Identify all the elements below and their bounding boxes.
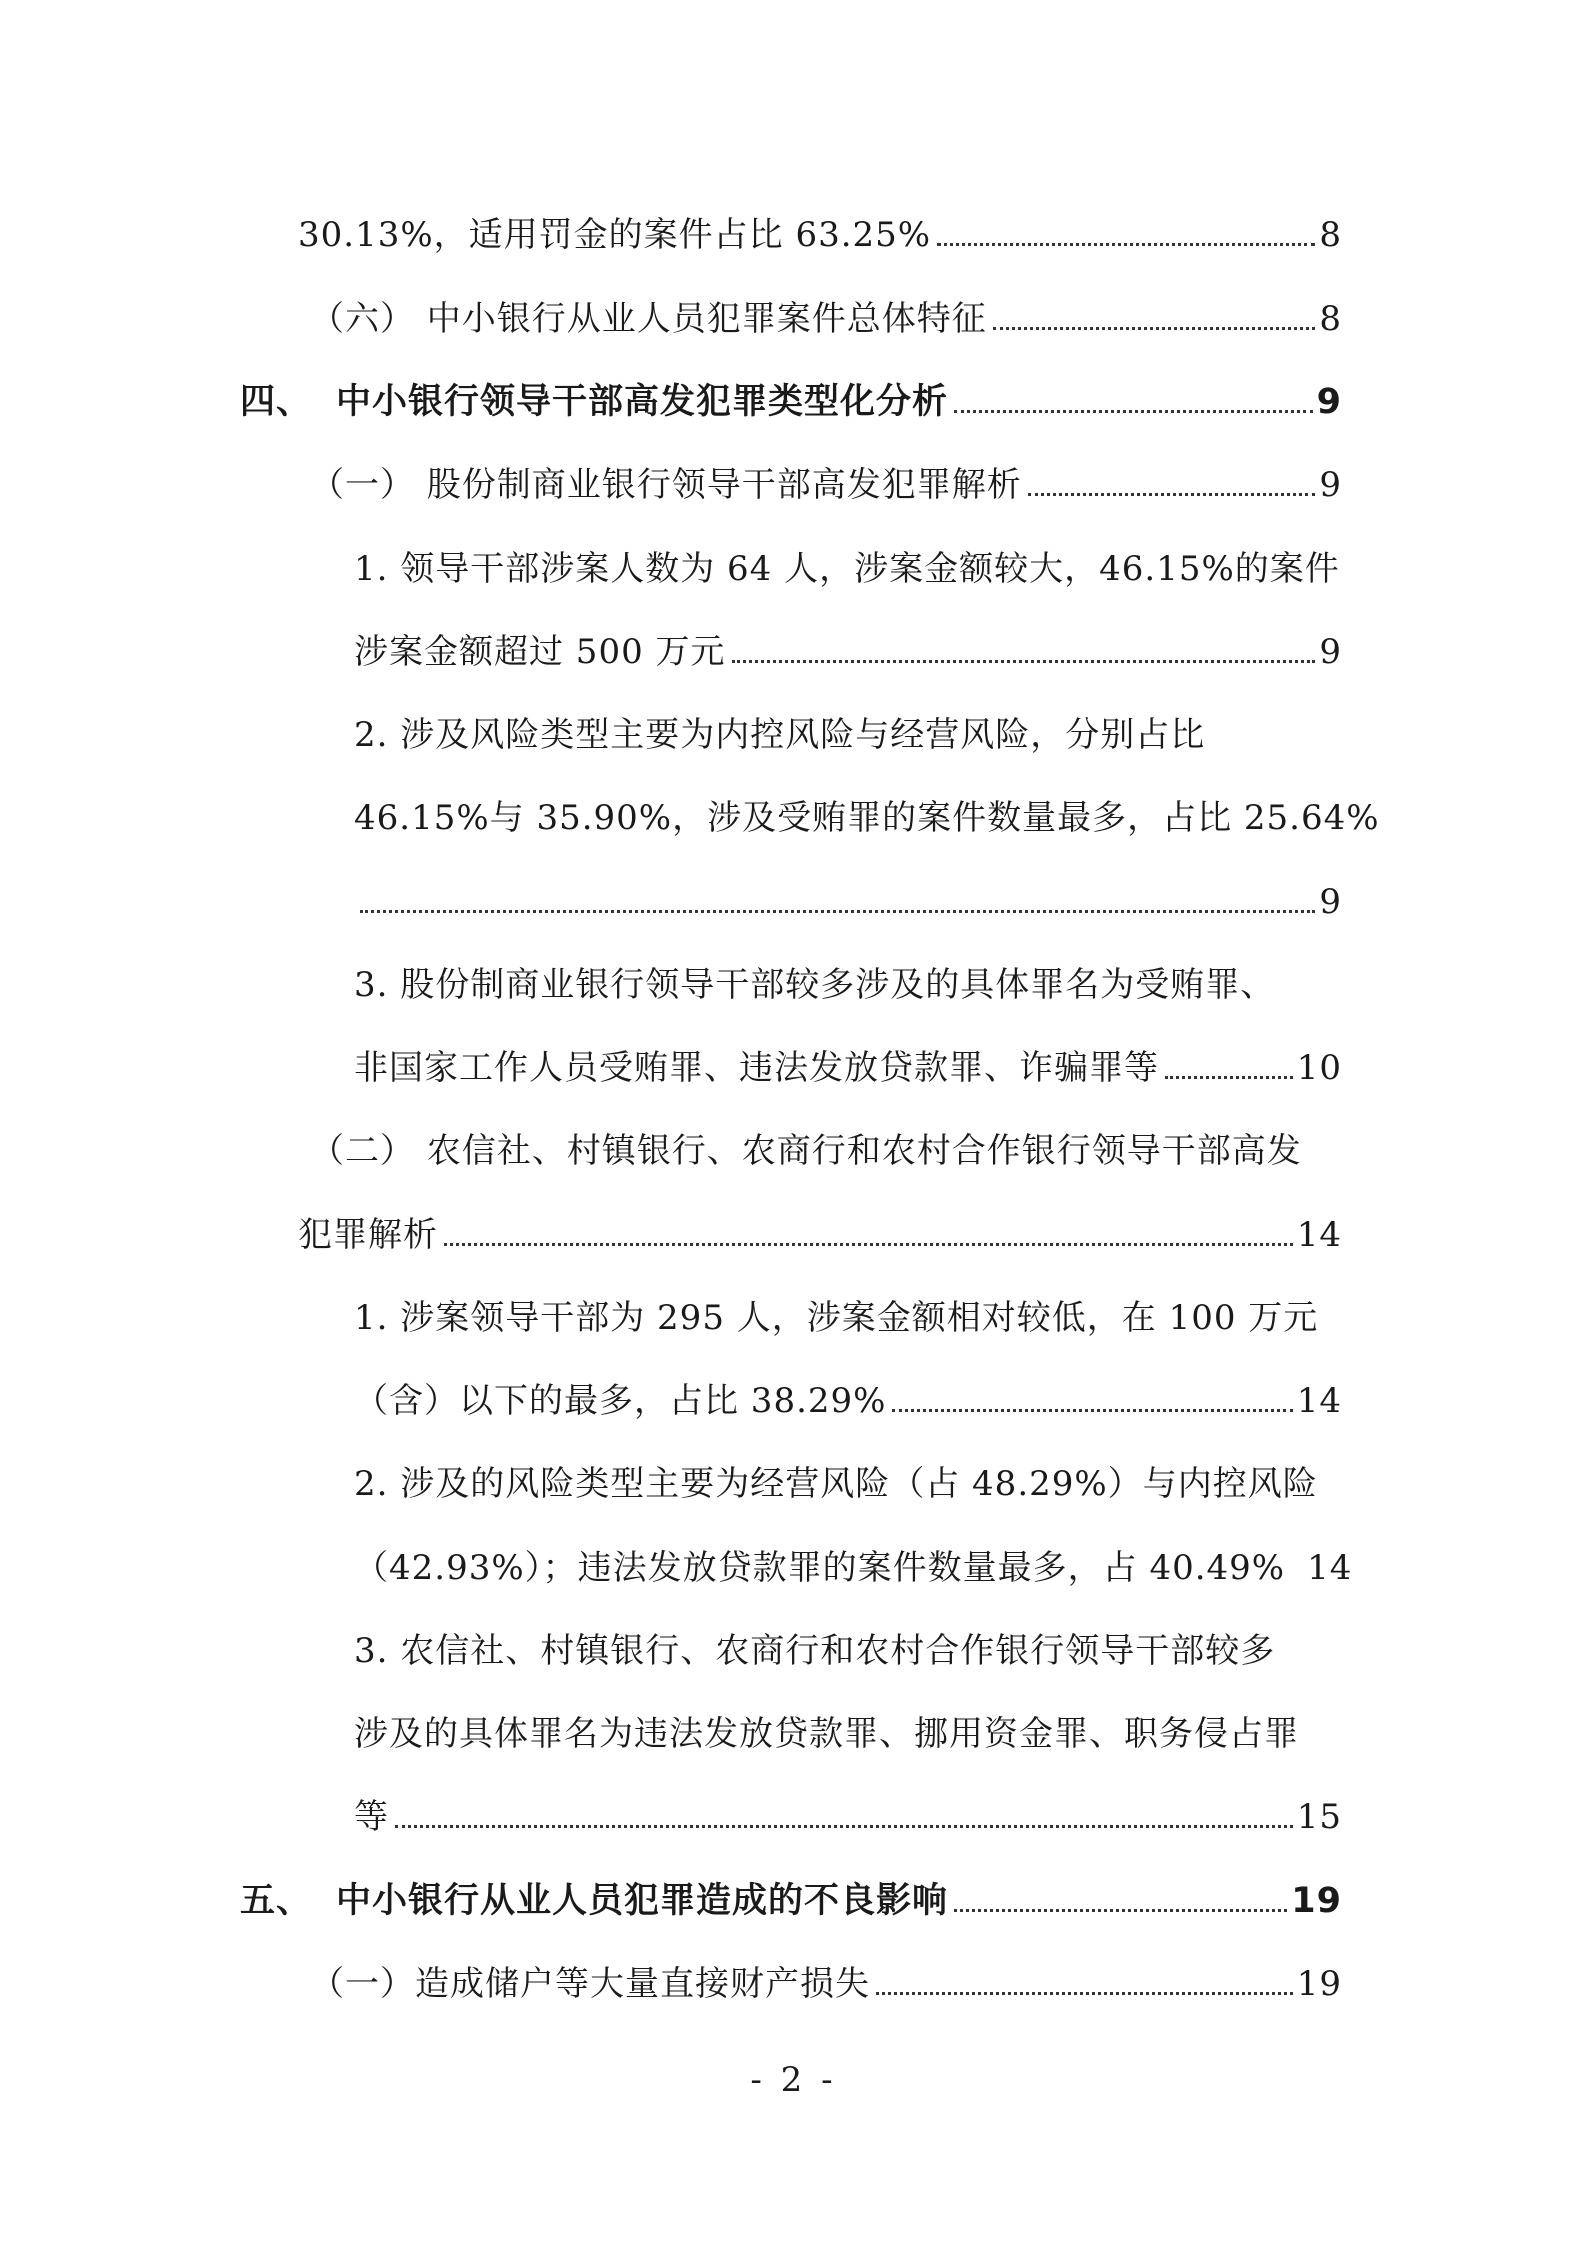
toc-section-number: 四、 [240, 382, 313, 422]
toc-entry-line1: 3. 农信社、村镇银行、农商行和农村合作银行领导干部较多 [354, 1631, 1276, 1671]
dot-leader [444, 1243, 1293, 1246]
toc-page-number: 9 [1319, 465, 1342, 505]
toc-entry-text: 涉案金额超过 500 万元 [354, 632, 726, 672]
toc-page-number: 19 [1291, 1881, 1342, 1921]
toc-entry-text: （一）造成储户等大量直接财产损失 [310, 1964, 870, 2004]
toc-page-number: 8 [1319, 215, 1342, 255]
toc-entry-line1: 2. 涉及的风险类型主要为经营风险（占 48.29%）与内控风险 [354, 1464, 1318, 1504]
toc-entry[interactable] [354, 1792, 1342, 1842]
toc-entry-line1: 3. 股份制商业银行领导干部较多涉及的具体罪名为受贿罪、 [354, 965, 1276, 1005]
toc-section-number: 五、 [240, 1881, 313, 1921]
toc-entry[interactable] [298, 1210, 1342, 1260]
dot-leader [732, 660, 1316, 663]
toc-page-number: 9 [1316, 382, 1342, 422]
toc-entry[interactable] [354, 1376, 1342, 1426]
toc-entry-text: 非国家工作人员受贿罪、违法发放贷款罪、诈骗罪等 [354, 1048, 1159, 1088]
toc-entry-text: 等 [354, 1797, 389, 1837]
toc-entry-text: （42.93%）；违法发放贷款罪的案件数量最多，占 40.49% [354, 1548, 1286, 1588]
toc-page-number: 10 [1296, 1048, 1342, 1088]
toc-entry[interactable] [354, 1043, 1342, 1093]
toc-entry-text: （含）以下的最多，占比 38.29% [354, 1381, 887, 1421]
toc-page-number: 14 [1296, 1215, 1342, 1255]
dot-leader [876, 1992, 1293, 1995]
toc-entry[interactable] [354, 627, 1342, 677]
toc-page-number: 8 [1319, 299, 1342, 339]
dot-leader [1028, 493, 1316, 496]
dot-leader [954, 1909, 1287, 1912]
toc-page-number: 19 [1296, 1964, 1342, 2004]
toc-entry-line2: 46.15%与 35.90%，涉及受贿罪的案件数量最多，占比 25.64% [354, 798, 1380, 838]
toc-page-number: 14 [1296, 1381, 1342, 1421]
toc-entry-line2: 涉及的具体罪名为违法发放贷款罪、挪用资金罪、职务侵占罪 [354, 1714, 1299, 1754]
dot-leader [937, 243, 1315, 246]
toc-entry[interactable] [354, 877, 1342, 927]
toc-entry[interactable] [310, 1959, 1342, 2009]
toc-section-heading[interactable] [240, 1876, 1342, 1926]
toc-entry-line1: 1. 领导干部涉案人数为 64 人，涉案金额较大，46.15%的案件 [354, 549, 1340, 589]
dot-leader [954, 410, 1313, 413]
toc-entry-text: 中小银行从业人员犯罪造成的不良影响 [336, 1881, 949, 1921]
toc-entry-text: （一） 股份制商业银行领导干部高发犯罪解析 [310, 465, 1022, 505]
toc-entry-line1: （二） 农信社、村镇银行、农商行和农村合作银行领导干部高发 [310, 1131, 1302, 1171]
toc-section-heading[interactable] [240, 377, 1342, 427]
toc-entry[interactable] [310, 294, 1342, 344]
toc-page-number: 9 [1319, 632, 1342, 672]
toc-entry-text: 犯罪解析 [298, 1215, 438, 1255]
dot-leader [993, 327, 1316, 330]
dot-leader [360, 910, 1315, 913]
dot-leader [395, 1825, 1293, 1828]
toc-page-number: 9 [1319, 882, 1342, 922]
toc-page-number: 15 [1296, 1797, 1342, 1837]
toc-entry-line1: 1. 涉案领导干部为 295 人，涉案金额相对较低，在 100 万元 [354, 1298, 1319, 1338]
toc-entry-text: 30.13%，适用罚金的案件占比 63.25% [298, 215, 932, 255]
dot-leader [1293, 1576, 1303, 1579]
dot-leader [892, 1409, 1292, 1412]
toc-entry-line1: 2. 涉及风险类型主要为内控风险与经营风险，分别占比 [354, 715, 1206, 755]
toc-entry[interactable] [310, 460, 1342, 510]
page-footer-number: - 2 - [750, 2060, 837, 2100]
toc-entry[interactable] [354, 1543, 1353, 1593]
toc-page-number: 14 [1307, 1548, 1353, 1588]
dot-leader [1165, 1076, 1293, 1079]
toc-entry-text: （六） 中小银行从业人员犯罪案件总体特征 [310, 299, 987, 339]
toc-entry-text: 中小银行领导干部高发犯罪类型化分析 [336, 382, 949, 422]
toc-entry[interactable] [298, 210, 1342, 260]
